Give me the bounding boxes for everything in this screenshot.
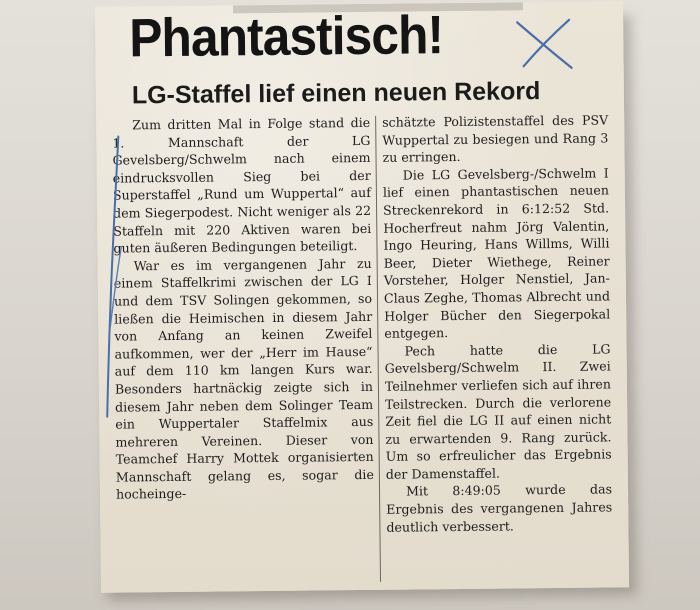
pen-x-mark [509, 16, 580, 73]
article-column-right [382, 111, 612, 536]
paragraph: Zum dritten Mal in Folge stand die 1. Mannschaft der LG Gevelsberg/Schwelm nach einem eindrucksvollen Sieg bei der Superstaffel „Rund um Wuppertal“ auf dem Siegerpodest. Nicht weniger als 22 Staffeln mit 220 Aktiven waren bei guten äußeren Bedingungen beteiligt. [112, 114, 372, 256]
paragraph: schätzte Polizistenstaffel des PSV Wuppertal zu besiegen und Rang 3 zu erringen. [382, 112, 609, 165]
article-subheadline: LG-Staffel lief einen neuen Rekord [131, 77, 541, 110]
column-divider [375, 116, 381, 582]
newspaper-clipping [95, 1, 629, 592]
pen-margin-line [96, 126, 129, 426]
paragraph: Pech hatte die LG Gevelsberg/Schwelm II. Zwei Teilnehmer verliefen sich auf ihren Teilstrecken. Durch die verlorene Zeit fiel die LG II auf einen nicht zu erwartenden 9. Rang zurück. Um so erfreulicher das Ergebnis der Damenstaffel. [384, 341, 612, 482]
article-headline: Phantastisch! [128, 5, 444, 69]
article-column-left [112, 114, 374, 504]
paragraph: Mit 8:49:05 wurde das Ergebnis des vergangenen Jahres deutlich verbessert. [386, 481, 613, 535]
paragraph: Die LG Gevelsberg-/Schwelm I lief einen phantastischen neuen Streckenrekord in 6:12:52 Std. Hocherfreut nahm Jörg Valentin, Ingo Heuring, Hans Willms, Willi Beer, Dieter Wiethege, Reiner Vorsteher, Holger Nenstiel, Jan-Claus Zeghe, Thomas Albrecht und Holger Bücher den Siegerpokal entgegen. [382, 165, 611, 341]
paragraph: War es im vergangenen Jahr zu einem Staffelkrimi zwischen der LG I und dem TSV Solingen gekommen, so ließen die Heimischen in diesem Jahr von Anfang an keinen Zweifel aufkommen, wer der „Herr im Hause“ auf dem 110 km langen Kurs war. Besonders hartnäckig zeigte sich in diesem Jahr neben dem Solinger Team ein Wuppertaler Staffelmix aus mehreren Vereinen. Dieser von Teamchef Harry Mottek organisierten Mannschaft gelang es, sogar die hocheinge- [113, 255, 374, 503]
